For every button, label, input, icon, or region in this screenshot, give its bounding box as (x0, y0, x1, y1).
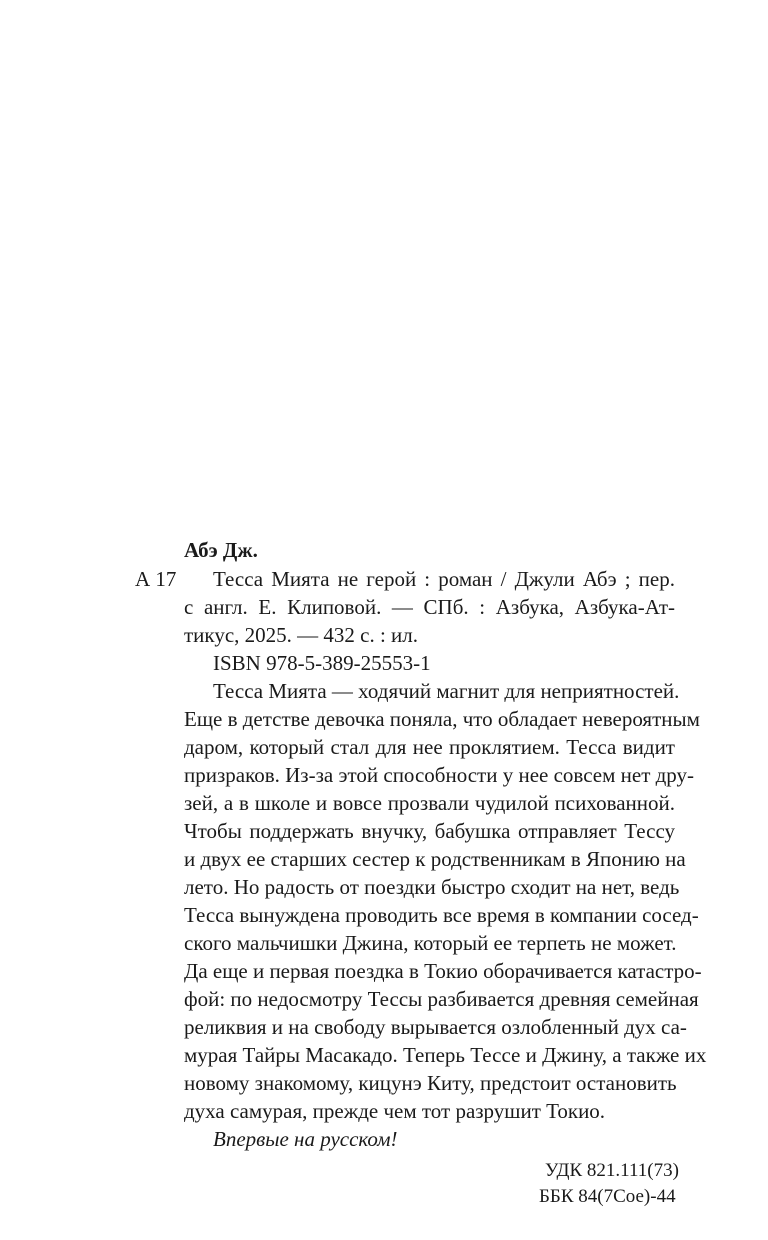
annotation-line: даром, который стал для нее проклятием. Тесса видит (184, 735, 675, 759)
annotation-line: Еще в детстве девочка поняла, что обладает невероятным (184, 707, 700, 731)
annotation-line: фой: по недосмотру Тессы разбивается древняя семейная (184, 987, 699, 1011)
annotation-line: зей, а в школе и вовсе прозвали чудилой психованной. (184, 791, 675, 815)
classification-code: А 17 (135, 567, 177, 591)
author-heading: Абэ Дж. (184, 538, 258, 562)
bibliographic-line: Тесса Мията не герой : роман / Джули Абэ ; пер. (213, 567, 675, 591)
bibliographic-line: тикус, 2025. — 432 с. : ил. (184, 623, 419, 647)
bbk-code: ББК 84(7Сое)-44 (539, 1186, 676, 1207)
annotation-line: призраков. Из-за этой способности у нее совсем нет дру- (184, 763, 695, 787)
annotation-line: новому знакомому, кицунэ Киту, предстоит остановить (184, 1071, 677, 1095)
annotation-line: и двух ее старших сестер к родственникам в Японию на (184, 847, 686, 871)
annotation-line: Тесса вынуждена проводить все время в компании сосед- (184, 903, 699, 927)
annotation-line: Чтобы поддержать внучку, бабушка отправляет Тессу (184, 819, 675, 843)
annotation-line: мурая Тайры Масакадо. Теперь Тессе и Джину, а также их (184, 1043, 707, 1067)
annotation-line: реликвия и на свободу вырывается озлобленный дух са- (184, 1015, 687, 1039)
isbn: ISBN 978-5-389-25553-1 (213, 651, 431, 675)
bibliographic-line: с англ. Е. Клиповой. — СПб. : Азбука, Азбука-Ат- (184, 595, 675, 619)
annotation-line: духа самурая, прежде чем тот разрушит Токио. (184, 1099, 606, 1123)
udk-code: УДК 821.111(73) (545, 1160, 679, 1181)
first-in-russian-note: Впервые на русском! (213, 1127, 398, 1151)
annotation-line: Да еще и первая поездка в Токио оборачивается катастро- (184, 959, 702, 983)
annotation-line: ского мальчишки Джина, который ее терпеть не может. (184, 931, 677, 955)
annotation-line: лето. Но радость от поездки быстро сходит на нет, ведь (184, 875, 680, 899)
annotation-line: Тесса Мията — ходячий магнит для неприятностей. (213, 679, 680, 703)
